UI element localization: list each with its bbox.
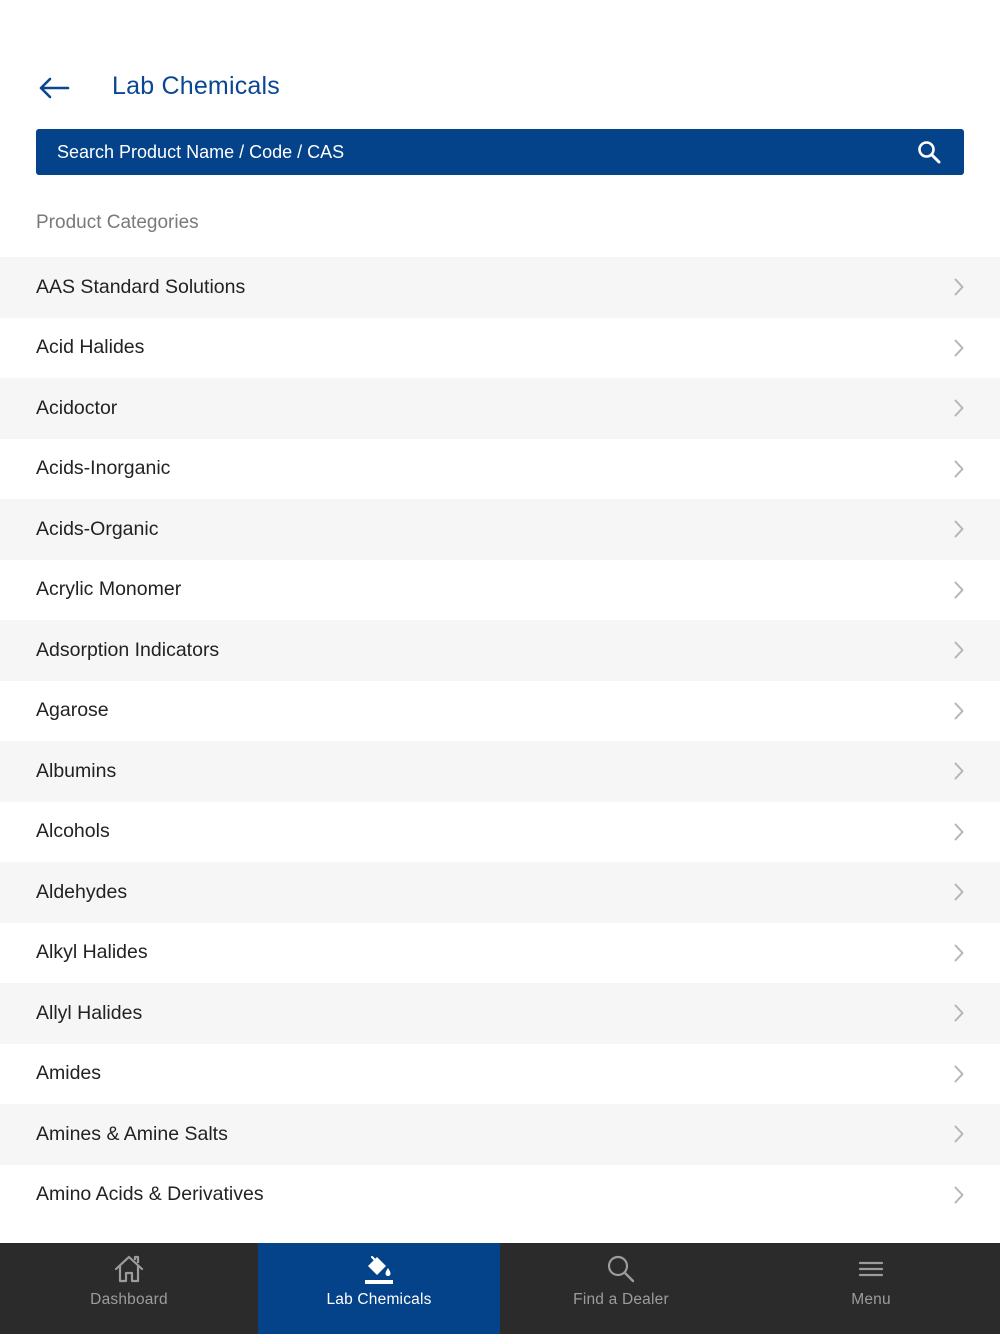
chevron-right-icon xyxy=(952,398,966,418)
category-item[interactable] xyxy=(0,1104,1000,1165)
tab-dashboard[interactable] xyxy=(0,1243,258,1334)
search-button[interactable] xyxy=(894,129,964,175)
tab-label: Menu xyxy=(851,1291,891,1308)
category-label: Amino Acids & Derivatives xyxy=(36,1183,264,1206)
category-item[interactable] xyxy=(0,741,1000,802)
chevron-right-icon xyxy=(952,277,966,297)
chevron-right-icon xyxy=(952,459,966,479)
category-label: Agarose xyxy=(36,699,109,722)
search-icon xyxy=(606,1252,636,1286)
category-item[interactable] xyxy=(0,862,1000,923)
category-label: Acrylic Monomer xyxy=(36,578,182,601)
page-title: Lab Chemicals xyxy=(112,72,280,100)
chevron-right-icon xyxy=(952,943,966,963)
category-item[interactable] xyxy=(0,499,1000,560)
category-item[interactable] xyxy=(0,983,1000,1044)
category-item[interactable] xyxy=(0,1165,1000,1226)
category-label: Alkyl Halides xyxy=(36,941,148,964)
category-label: Acidoctor xyxy=(36,396,118,419)
tab-label: Dashboard xyxy=(90,1291,168,1308)
chevron-right-icon xyxy=(952,640,966,660)
chevron-right-icon xyxy=(952,701,966,721)
header xyxy=(0,0,1000,120)
category-label: Allyl Halides xyxy=(36,1001,143,1024)
category-label: Acid Halides xyxy=(36,336,145,359)
category-item[interactable] xyxy=(0,620,1000,681)
category-item[interactable] xyxy=(0,681,1000,742)
category-label: Adsorption Indicators xyxy=(36,638,220,661)
chevron-right-icon xyxy=(952,580,966,600)
category-label: Aldehydes xyxy=(36,880,128,903)
tab-find-a-dealer[interactable] xyxy=(500,1243,742,1334)
chevron-right-icon xyxy=(952,1003,966,1023)
chevron-right-icon xyxy=(952,338,966,358)
category-label: Acids-Inorganic xyxy=(36,457,171,480)
category-item[interactable] xyxy=(0,318,1000,379)
chevron-right-icon xyxy=(952,822,966,842)
chevron-right-icon xyxy=(952,761,966,781)
search-input[interactable] xyxy=(36,129,894,175)
category-label: AAS Standard Solutions xyxy=(36,275,246,298)
chevron-right-icon xyxy=(952,1124,966,1144)
tab-label: Find a Dealer xyxy=(573,1291,669,1308)
category-item[interactable] xyxy=(0,378,1000,439)
category-item[interactable] xyxy=(0,257,1000,318)
chevron-right-icon xyxy=(952,519,966,539)
category-item[interactable] xyxy=(0,560,1000,621)
category-label: Amines & Amine Salts xyxy=(36,1122,228,1145)
back-button[interactable] xyxy=(30,66,78,110)
category-label: Acids-Organic xyxy=(36,517,159,540)
chevron-right-icon xyxy=(952,882,966,902)
search-icon xyxy=(917,140,941,164)
tab-lab-chemicals[interactable] xyxy=(258,1243,500,1334)
category-item[interactable] xyxy=(0,923,1000,984)
home-icon xyxy=(113,1252,145,1286)
chevron-right-icon xyxy=(952,1064,966,1084)
category-list xyxy=(0,257,1000,1225)
hamburger-menu-icon xyxy=(857,1252,885,1286)
category-item[interactable] xyxy=(0,439,1000,500)
category-item[interactable] xyxy=(0,1044,1000,1105)
arrow-left-icon xyxy=(38,76,70,100)
category-label: Albumins xyxy=(36,759,117,782)
search-bar xyxy=(36,129,964,175)
chevron-right-icon xyxy=(952,1185,966,1205)
category-item[interactable] xyxy=(0,802,1000,863)
category-label: Amides xyxy=(36,1062,102,1085)
tab-label: Lab Chemicals xyxy=(326,1291,432,1308)
paint-bucket-icon xyxy=(363,1252,395,1286)
category-label: Alcohols xyxy=(36,820,110,843)
bottom-tab-bar xyxy=(0,1243,1000,1334)
section-label: Product Categories xyxy=(36,212,199,233)
tab-menu[interactable] xyxy=(742,1243,1000,1334)
